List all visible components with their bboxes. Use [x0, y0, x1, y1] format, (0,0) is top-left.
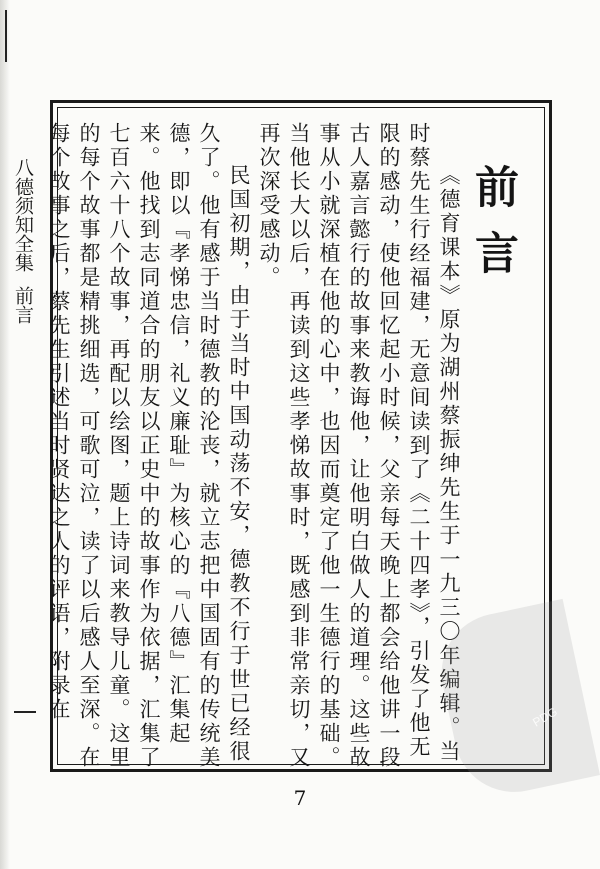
body-text — [44, 122, 464, 782]
scan-edge — [0, 0, 10, 869]
margin-dash — [14, 711, 36, 713]
paragraph-1: 《德育课本》原为湖州蔡振绅先生于一九三〇年编辑。当时蔡先生行经福建，无意间读到了《二十四孝》，引发了他无限的感动，使他回忆起小时候，父亲每天晚上都会给他讲一段古人嘉言懿行的故事来教诲他，让他明白做人的道理。这些故事从小就深植在他的心中，也因而奠定了他一生德行的基础。当他长大以后，再读到这些孝悌故事时，既感到非常亲切，又再次深受感动。 — [257, 122, 461, 770]
running-header-book-title: 八德须知全集 — [12, 158, 34, 272]
running-header — [8, 158, 38, 324]
running-header-section: 前言 — [12, 286, 34, 324]
watermark-label: PDG — [530, 704, 560, 730]
page-corner-mark — [5, 10, 7, 62]
page-title: 前言 — [467, 164, 518, 296]
page-number: 7 — [293, 786, 307, 810]
paragraph-2: 民国初期，由于当时中国动荡不安，德教不行于世已经很久了。他有感于当时德教的沦丧，就立志把中国固有的传统美德，即以『孝悌忠信，礼义廉耻』为核心的『八德』汇集起来。他找到志同道合的朋友以正史中的故事作为依据，汇集了七百六十八个故事，再配以绘图，题上诗词来教导儿童。这里的每个故事都是精挑细选，可歌可泣，读了以后感人至深。在每个故事之后，蔡先生引述当时贤达之人的评语，附录在 — [47, 122, 251, 770]
